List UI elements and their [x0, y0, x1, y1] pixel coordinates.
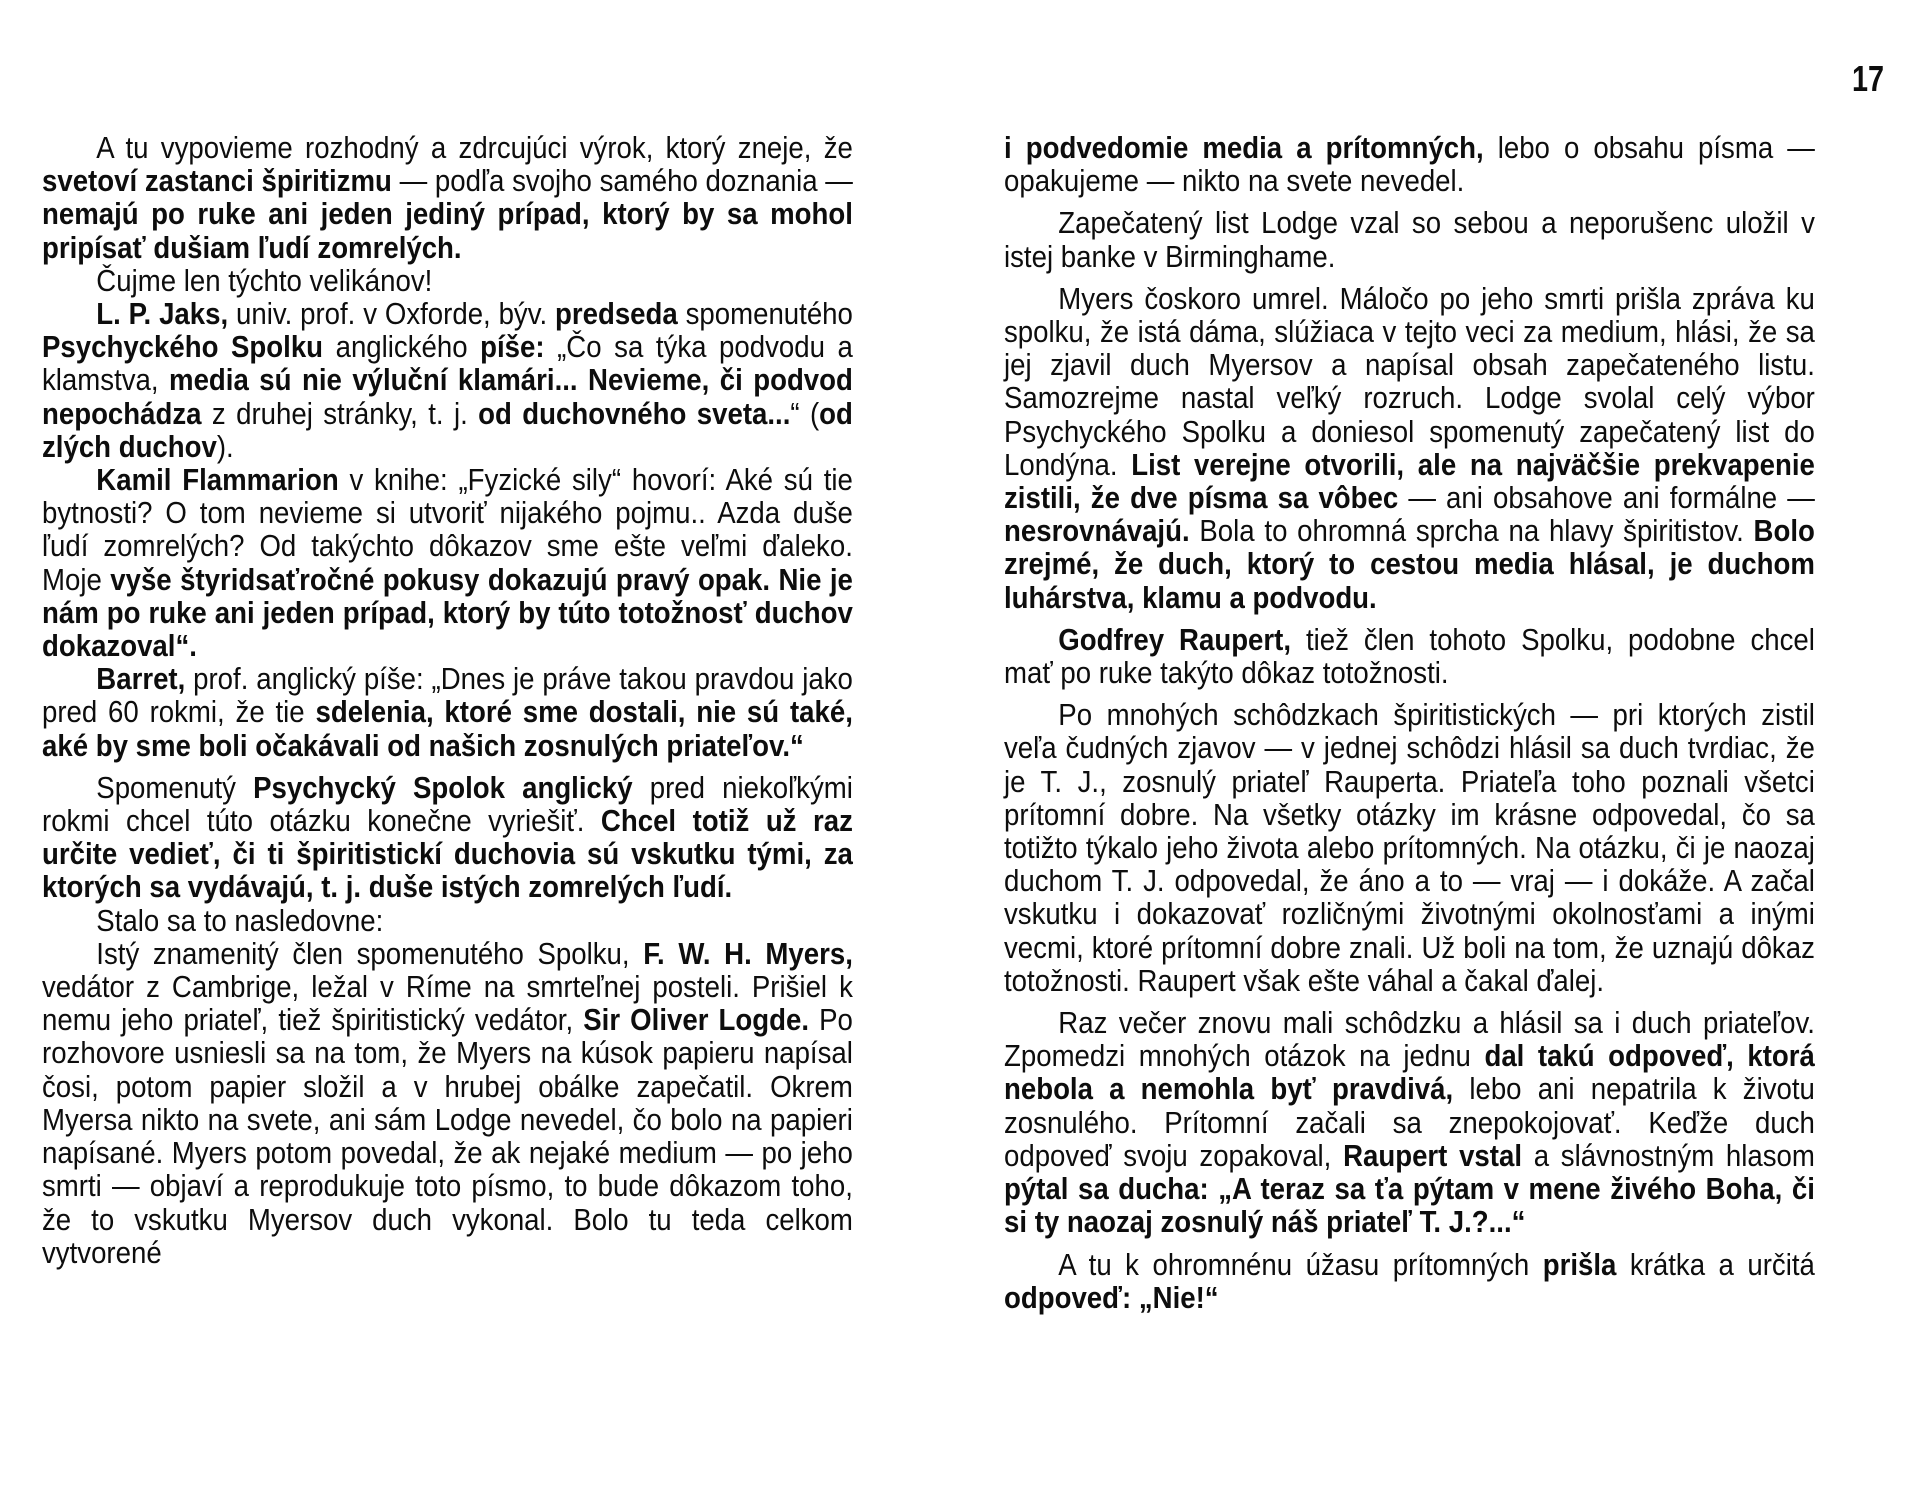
paragraph: Godfrey Raupert, tiež člen tohoto Spolku, podobne chcel mať po ruke takýto dôkaz totožnosti.: [1004, 622, 1815, 691]
paragraph: Zapečatený list Lodge vzal so sebou a neporušenc uložil v istej banke v Birminghame.: [1004, 206, 1815, 274]
paragraph: Po mnohých schôdzkach špiritistických — pri ktorých zistil veľa čudných zjavov — v jednej schôdzi hlásil sa duch tvrdiac, že je T. J., zosnulý priateľ Rauperta. Priateľa toho poznali všetci prítomní dobre. Na všetky otázky im krásne odpovedal, čo sa totižto týkalo jeho života alebo prítomných. Na otázku, či je naozaj duchom T. J. odpovedal, že áno a to — vraj — i dokáže. A začal vskutku i dokazovať rozličnými životnými okolnosťami a inými vecmi, ktoré prítomní dobre znali. Už boli na tom, že uznajú dôkaz totožnosti. Raupert však ešte váhal a čakal ďalej.: [1004, 698, 1815, 998]
paragraph: Stalo sa to nasledovne:: [96, 903, 384, 938]
page-number: 17: [1851, 58, 1884, 99]
paragraph: L. P. Jaks, univ. prof. v Oxforde, býv. predseda spomenutého Psychyckého Spolku anglického píše: „Čo sa týka podvodu a klamstva, media sú nie výluční klamári... Nevieme, či podvod nepochádza z druhej stránky, t. j. od duchovného sveta...“ (od zlých duchov).: [42, 297, 853, 464]
paragraph: Istý znamenitý člen spomenutého Spolku, F. W. H. Myers, vedátor z Cambrige, ležal v Ríme na smrteľnej posteli. Prišiel k nemu jeho priateľ, tiež špiritistický vedátor, Sir Oliver Logde. Po rozhovore usniesli sa na tom, že Myers na kúsok papieru napísal čosi, potom papier složil a v hrubej obálke zapečatil. Okrem Myersa nikto na svete, ani sám Lodge nevedel, čo bolo na papieri napísané. Myers potom povedal, že ak nejaké medium — po jeho smrti — objaví a reprodukuje toto písmo, to bude dôkazom toho, že to vskutku Myersov duch vykonal. Bolo tu teda celkom vytvorené: [42, 936, 853, 1270]
paragraph: Barret, prof. anglický píše: „Dnes je práve takou pravdou jako pred 60 rokmi, že tie sdelenia, ktoré sme dostali, nie sú také, aké by sme boli očakávali od našich zosnulých priateľov.“: [42, 662, 853, 763]
paragraph: A tu vypovieme rozhodný a zdrcujúci výrok, ktorý zneje, že svetoví zastanci špiritizmu — podľa svojho samého doznania — nemajú po ruke ani jeden jediný prípad, ktorý by sa mohol pripísať dušiam ľudí zomrelých.: [42, 131, 853, 265]
paragraph: i podvedomie media a prítomných, lebo o obsahu písma — opakujeme — nikto na svete nevedel.: [1004, 131, 1815, 199]
right-column: [1004, 132, 1815, 1315]
paragraph: Spomenutý Psychycký Spolok anglický pred niekoľkými rokmi chcel túto otázku konečne vyriešiť. Chcel totiž už raz určite vedieť, či ti špiritistickí duchovia sú vskutku tými, za ktorých sa vydávajú, t. j. duše istých zomrelých ľudí.: [42, 770, 853, 905]
paragraph: Čujme len týchto velikánov!: [96, 263, 433, 298]
left-column: [42, 132, 853, 1270]
paragraph: Raz večer znovu mali schôdzku a hlásil sa i duch priateľov. Zpomedzi mnohých otázok na jednu dal takú odpoveď, ktorá nebola a nemohla byť pravdivá, lebo ani nepatrila k životu zosnulého. Prítomní začali sa znepokojovať. Keďže duch odpoveď svoju zopakoval, Raupert vstal a slávnostným hlasom pýtal sa ducha: „A teraz sa ťa pýtam v mene živého Boha, či si ty naozaj zosnulý náš priateľ T. J.?...“: [1004, 1006, 1815, 1240]
paragraph: Myers čoskoro umrel. Máločo po jeho smrti prišla zpráva ku spolku, že istá dáma, slúžiaca v tejto veci za medium, hlási, že sa jej zjavil duch Myersov a napísal obsah zapečateného listu. Samozrejme nastal veľký rozruch. Lodge svolal celý výbor Psychyckého Spolku a doniesol spomenutý zapečatený list do Londýna. List verejne otvorili, ale na najväčšie prekvapenie zistili, že dve písma sa vôbec — ani obsahove ani formálne — nesrovnávajú. Bola to ohromná sprcha na hlavy špiritistov. Bolo zrejmé, že duch, ktorý to cestou media hlásal, je duchom luhárstva, klamu a podvodu.: [1004, 281, 1815, 615]
paragraph: Kamil Flammarion v knihe: „Fyzické sily“ hovorí: Aké sú tie bytnosti? O tom nevieme si utvoriť nijakého pojmu.. Azda duše ľudí zomrelých? Od takýchto dôkazov sme ešte veľmi ďaleko. Moje vyše štyridsaťročné pokusy dokazujú pravý opak. Nie je nám po ruke ani jeden prípad, ktorý by túto totožnosť duchov dokazoval“.: [42, 463, 853, 664]
paragraph: A tu k ohromnénu úžasu prítomných prišla krátka a určitá odpoveď: „Nie!“: [1004, 1247, 1815, 1315]
